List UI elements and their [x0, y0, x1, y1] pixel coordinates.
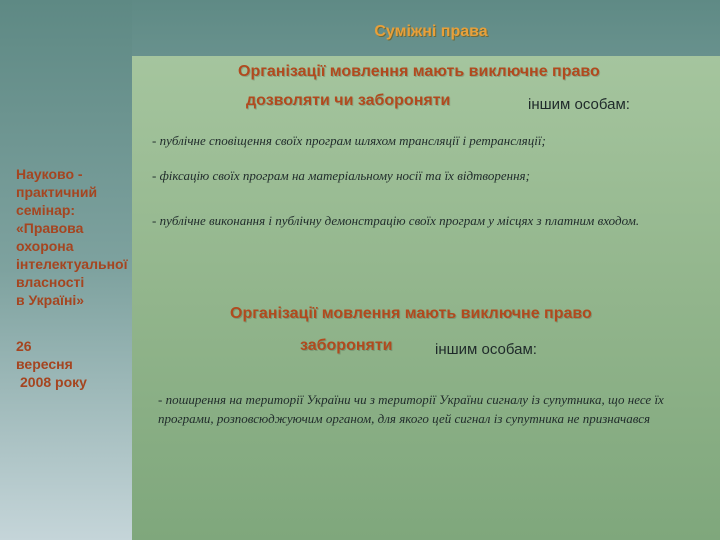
section2-heading: Організації мовлення мають виключне право: [230, 305, 592, 322]
section2-others: іншим особам:: [435, 341, 537, 358]
date-year: 2008 року: [20, 374, 87, 390]
seminar-line: семінар:: [16, 202, 76, 218]
seminar-line: практичний: [16, 184, 98, 200]
content-panel: [132, 56, 720, 540]
date-month: вересня: [16, 356, 73, 372]
seminar-line: охорона: [16, 238, 74, 254]
seminar-date: [16, 337, 156, 391]
seminar-line: Науково -: [16, 166, 83, 182]
section1-bullet-3: - публічне виконання і публічну демонстрацію своїх програм у місцях з платним входом.: [152, 213, 640, 228]
section1-verbs: дозволяти чи забороняти: [246, 92, 451, 109]
seminar-info: [16, 165, 156, 309]
seminar-line: в Україні»: [16, 292, 85, 308]
seminar-line: «Правова: [16, 220, 84, 236]
section2-bullet: - поширення на території України чи з території України сигналу із супутника, що несе їх програми, розповсюджуючим органом, для якого цей сигнал із супутника не призначався: [158, 392, 664, 426]
section1-bullet-1: - публічне сповіщення своїх програм шляхом трансляції і ретрансляції;: [152, 133, 546, 148]
seminar-line: власності: [16, 274, 85, 290]
section1-heading: Організації мовлення мають виключне право: [238, 63, 600, 80]
seminar-line: інтелектуальної: [16, 256, 128, 272]
slide-title: Суміжні права: [374, 23, 488, 40]
section1-others: іншим особам:: [528, 96, 630, 113]
date-day: 26: [16, 338, 32, 354]
section2-verb: забороняти: [300, 337, 393, 354]
section1-bullet-2: - фіксацію своїх програм на матеріальному носії та їх відтворення;: [152, 168, 530, 183]
